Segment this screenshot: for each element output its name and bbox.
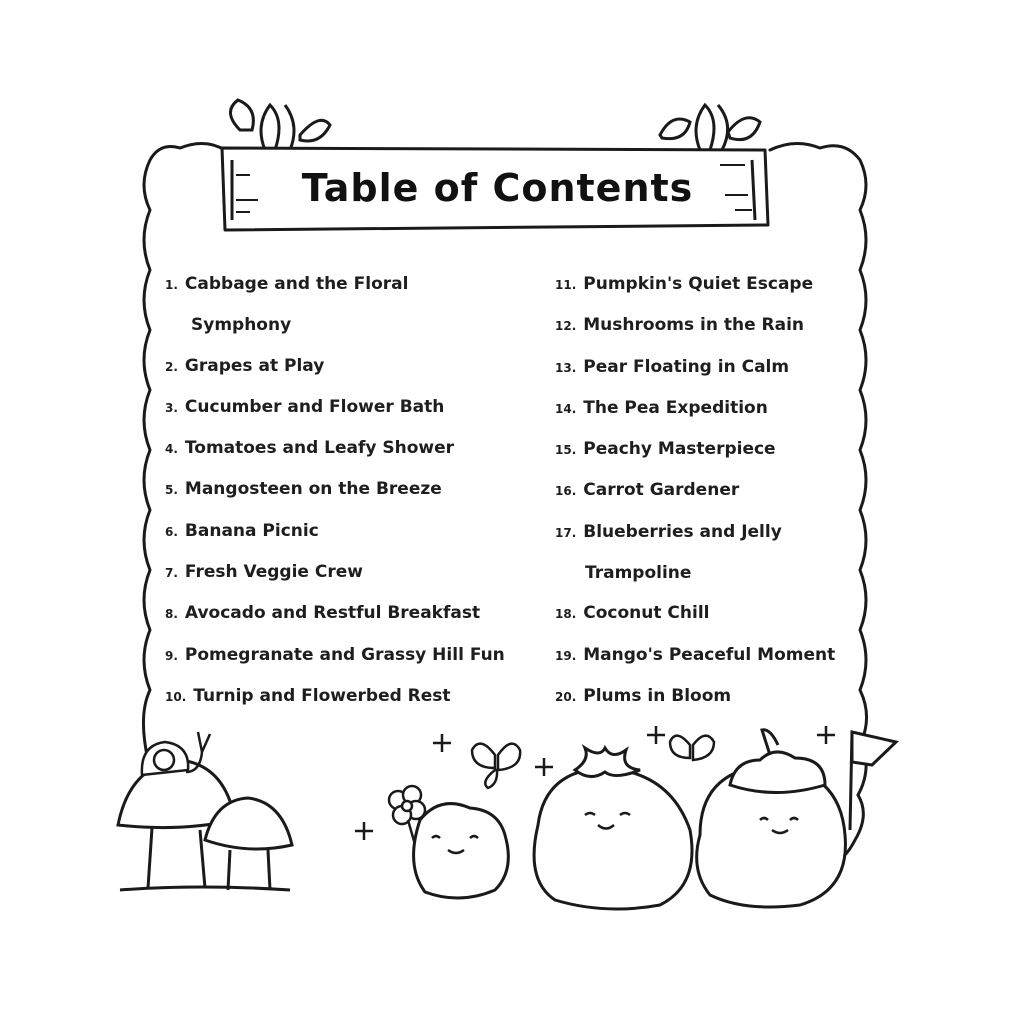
- item-number: 14.: [555, 401, 577, 416]
- item-number: 18.: [555, 607, 577, 622]
- item-title: Pumpkin's Quiet Escape: [583, 274, 814, 294]
- item-number: 6.: [165, 524, 178, 539]
- toc-item: [555, 676, 855, 717]
- item-number: 1.: [165, 278, 178, 292]
- item-title: Carrot Gardener: [583, 480, 740, 501]
- toc-item: [555, 470, 855, 511]
- toc-right-column: [555, 264, 855, 717]
- item-title-continued: Symphony: [191, 315, 292, 336]
- item-number: 10.: [165, 689, 187, 704]
- toc-item: [165, 428, 525, 469]
- item-title: Mango's Peaceful Moment: [583, 644, 836, 665]
- item-title: Banana Picnic: [184, 520, 319, 541]
- item-number: 19.: [555, 648, 577, 663]
- item-number: 16.: [555, 484, 577, 499]
- item-number: 17.: [555, 525, 577, 540]
- page-title: Table of Contents: [301, 166, 694, 210]
- toc-item: [165, 469, 525, 510]
- item-title: Mushrooms in the Rain: [583, 315, 805, 336]
- toc-item: [165, 593, 525, 634]
- toc-item: [555, 388, 855, 429]
- mushroom-icon: [118, 760, 292, 890]
- toc-item: [165, 346, 525, 387]
- item-title: Blueberries and Jelly: [583, 521, 782, 542]
- toc-item: [165, 676, 525, 717]
- toc-left-column: [165, 264, 525, 717]
- toc-item: [555, 264, 855, 305]
- toc-item: [165, 635, 525, 676]
- item-number: 3.: [165, 400, 178, 415]
- item-title: Pomegranate and Grassy Hill Fun: [184, 644, 505, 665]
- toc-item: [555, 593, 855, 634]
- item-number: 2.: [165, 359, 178, 374]
- item-title: Avocado and Restful Breakfast: [184, 603, 481, 624]
- toc-item: [165, 264, 525, 305]
- item-number: 13.: [555, 360, 577, 375]
- flag-icon: [850, 732, 896, 830]
- item-title: Cabbage and the Floral: [184, 274, 409, 294]
- item-number: 20.: [555, 689, 577, 704]
- toc-item: [555, 635, 855, 676]
- item-title: Fresh Veggie Crew: [184, 562, 363, 583]
- toc-item: [555, 347, 855, 388]
- item-title: Turnip and Flowerbed Rest: [193, 685, 451, 706]
- tomato-character: [534, 748, 692, 909]
- item-number: 12.: [555, 319, 577, 334]
- item-title: Pear Floating in Calm: [583, 356, 790, 377]
- toc-item: [555, 305, 855, 346]
- toc-item: [165, 552, 525, 593]
- item-title-continued: Trampoline: [585, 563, 692, 584]
- item-title: Grapes at Play: [184, 355, 325, 376]
- item-number: 8.: [165, 607, 178, 622]
- item-title: Mangosteen on the Breeze: [184, 479, 442, 500]
- item-title: Coconut Chill: [583, 603, 710, 624]
- item-title: Tomatoes and Leafy Shower: [184, 438, 455, 459]
- item-title: The Pea Expedition: [583, 397, 768, 418]
- veggie-character: [414, 804, 509, 898]
- item-title: Peachy Masterpiece: [583, 439, 776, 460]
- item-number: 9.: [165, 648, 178, 663]
- item-title: Cucumber and Flower Bath: [184, 396, 445, 417]
- toc-item: [165, 511, 525, 552]
- item-title: Plums in Bloom: [583, 685, 732, 706]
- vine-icon: [230, 100, 760, 150]
- item-number: 11.: [555, 278, 577, 292]
- item-number: 5.: [165, 483, 178, 498]
- item-number: 7.: [165, 566, 178, 581]
- item-number: 15.: [555, 443, 577, 458]
- mangosteen-character: [697, 730, 846, 907]
- toc-item: [555, 512, 855, 553]
- toc-item: [555, 429, 855, 470]
- toc-item: [165, 387, 525, 428]
- item-number: 4.: [165, 442, 178, 457]
